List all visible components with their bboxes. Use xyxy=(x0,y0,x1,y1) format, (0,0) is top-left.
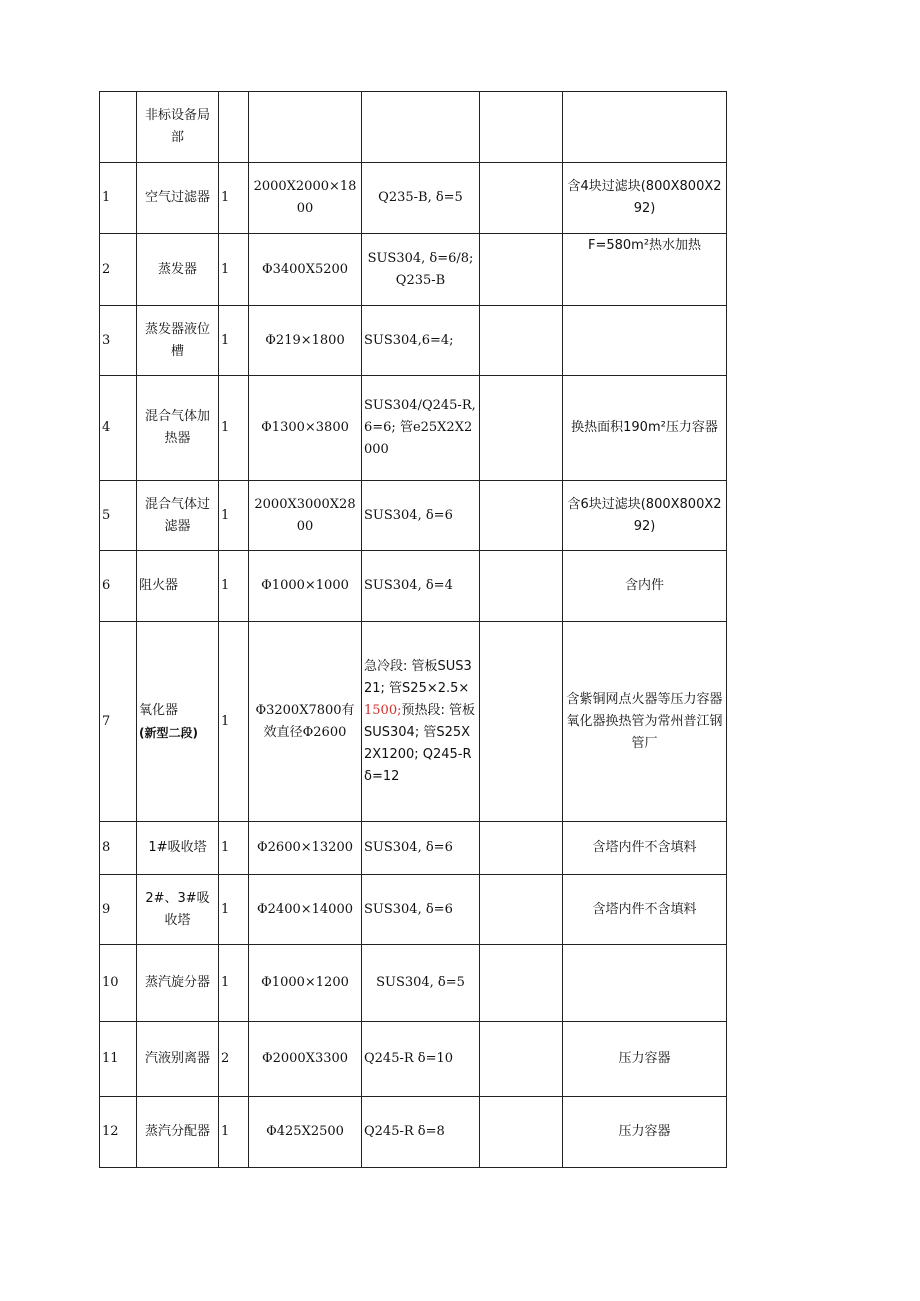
table-row xyxy=(100,822,727,875)
table-header-row xyxy=(100,92,727,163)
material: Q245-R δ=8 xyxy=(362,1097,480,1168)
row-number: 10 xyxy=(100,945,137,1022)
spec: Φ425X2500 xyxy=(249,1097,362,1168)
material: SUS304/Q245-R,6=6; 管e25X2X2000 xyxy=(362,376,480,481)
remark xyxy=(563,306,727,376)
remark: 含塔内件不含填料 xyxy=(563,822,727,875)
blank-cell xyxy=(480,551,563,622)
equipment-name: 蒸发器液位槽 xyxy=(137,306,219,376)
blank-cell xyxy=(480,875,563,945)
remark: 换热面积190m²压力容器 xyxy=(563,376,727,481)
material-cell xyxy=(362,622,480,822)
material: SUS304, δ=6 xyxy=(362,481,480,551)
row-number: 9 xyxy=(100,875,137,945)
header-no-cell xyxy=(100,92,137,163)
quantity: 1 xyxy=(219,306,249,376)
blank-cell xyxy=(480,822,563,875)
spec: Φ2000X3300 xyxy=(249,1022,362,1097)
table-row xyxy=(100,622,727,822)
blank-cell xyxy=(480,945,563,1022)
spec: Φ1000×1000 xyxy=(249,551,362,622)
row-number: 3 xyxy=(100,306,137,376)
material: SUS304, δ=6 xyxy=(362,822,480,875)
equipment-name: 蒸汽分配器 xyxy=(137,1097,219,1168)
material: Q235-B, δ=5 xyxy=(362,163,480,234)
table-row xyxy=(100,481,727,551)
equipment-name: 氧化器 xyxy=(139,702,179,718)
spec: Φ219×1800 xyxy=(249,306,362,376)
spec: Φ1000×1200 xyxy=(249,945,362,1022)
quantity: 2 xyxy=(219,1022,249,1097)
blank-cell xyxy=(480,481,563,551)
quantity: 1 xyxy=(219,481,249,551)
header-remark-cell xyxy=(563,92,727,163)
remark: 压力容器 xyxy=(563,1097,727,1168)
quantity: 1 xyxy=(219,945,249,1022)
blank-cell xyxy=(480,1022,563,1097)
remark: 含6块过滤块(800X800X292) xyxy=(563,481,727,551)
header-blank-cell xyxy=(480,92,563,163)
equipment-name: 汽液别离器 xyxy=(137,1022,219,1097)
spec: Φ3400X5200 xyxy=(249,234,362,306)
table-row xyxy=(100,234,727,306)
row-number: 1 xyxy=(100,163,137,234)
blank-cell xyxy=(480,234,563,306)
row-number: 11 xyxy=(100,1022,137,1097)
header-material-cell xyxy=(362,92,480,163)
quantity: 1 xyxy=(219,622,249,822)
equipment-name: 混合气体加热器 xyxy=(137,376,219,481)
spec: 2000X2000×1800 xyxy=(249,163,362,234)
table-row xyxy=(100,163,727,234)
spec: 2000X3000X2800 xyxy=(249,481,362,551)
equipment-name: 1#吸收塔 xyxy=(137,822,219,875)
material: SUS304,6=4; xyxy=(362,306,480,376)
blank-cell xyxy=(480,1097,563,1168)
spec: Φ1300×3800 xyxy=(249,376,362,481)
equipment-name: 2#、3#吸收塔 xyxy=(137,875,219,945)
header-qty-cell xyxy=(219,92,249,163)
material: SUS304, δ=6/8; Q235-B xyxy=(362,234,480,306)
material: SUS304, δ=6 xyxy=(362,875,480,945)
blank-cell xyxy=(480,163,563,234)
quantity: 1 xyxy=(219,875,249,945)
equipment-name: 阻火器 xyxy=(137,551,219,622)
quantity: 1 xyxy=(219,376,249,481)
equipment-table xyxy=(99,91,727,1168)
quantity: 1 xyxy=(219,234,249,306)
table-row xyxy=(100,875,727,945)
row-number: 8 xyxy=(100,822,137,875)
remark: 含4块过滤块(800X800X292) xyxy=(563,163,727,234)
material: Q245-R δ=10 xyxy=(362,1022,480,1097)
remark xyxy=(563,945,727,1022)
material-part-b: 预热段: 管板SUS304; 管S25X2X1200; Q245-R δ=12 xyxy=(364,702,475,784)
equipment-name: 蒸发器 xyxy=(137,234,219,306)
remark: 含紫铜网点火器等压力容器氧化器换热管为常州普江钢管厂 xyxy=(563,622,727,822)
equipment-name-cell xyxy=(137,622,219,822)
row-number: 7 xyxy=(100,622,137,822)
remark: F=580m²热水加热 xyxy=(563,234,727,306)
table-row xyxy=(100,1097,727,1168)
table-row xyxy=(100,945,727,1022)
table-row xyxy=(100,1022,727,1097)
row-number: 4 xyxy=(100,376,137,481)
material: SUS304, δ=4 xyxy=(362,551,480,622)
remark: 压力容器 xyxy=(563,1022,727,1097)
equipment-name-sub: (新型二段) xyxy=(139,725,198,740)
blank-cell xyxy=(480,376,563,481)
spec: Φ2400×14000 xyxy=(249,875,362,945)
equipment-name: 混合气体过滤器 xyxy=(137,481,219,551)
row-number: 12 xyxy=(100,1097,137,1168)
quantity: 1 xyxy=(219,822,249,875)
table-row xyxy=(100,306,727,376)
spec: Φ3200X7800有效直径Φ2600 xyxy=(249,622,362,822)
material-part-red: 1500; xyxy=(364,702,402,718)
header-spec-cell xyxy=(249,92,362,163)
blank-cell xyxy=(480,306,563,376)
blank-cell xyxy=(480,622,563,822)
remark: 含塔内件不含填料 xyxy=(563,875,727,945)
quantity: 1 xyxy=(219,1097,249,1168)
material: SUS304, δ=5 xyxy=(362,945,480,1022)
quantity: 1 xyxy=(219,163,249,234)
table-row xyxy=(100,551,727,622)
remark: 含内件 xyxy=(563,551,727,622)
row-number: 2 xyxy=(100,234,137,306)
material-part-a: 急冷段: 管板SUS321; 管S25×2.5× xyxy=(364,658,472,696)
quantity: 1 xyxy=(219,551,249,622)
row-number: 6 xyxy=(100,551,137,622)
header-name-cell: 非标设备局部 xyxy=(137,92,219,163)
table-row xyxy=(100,376,727,481)
equipment-name: 蒸汽旋分器 xyxy=(137,945,219,1022)
spec: Φ2600×13200 xyxy=(249,822,362,875)
equipment-name: 空气过滤器 xyxy=(137,163,219,234)
row-number: 5 xyxy=(100,481,137,551)
